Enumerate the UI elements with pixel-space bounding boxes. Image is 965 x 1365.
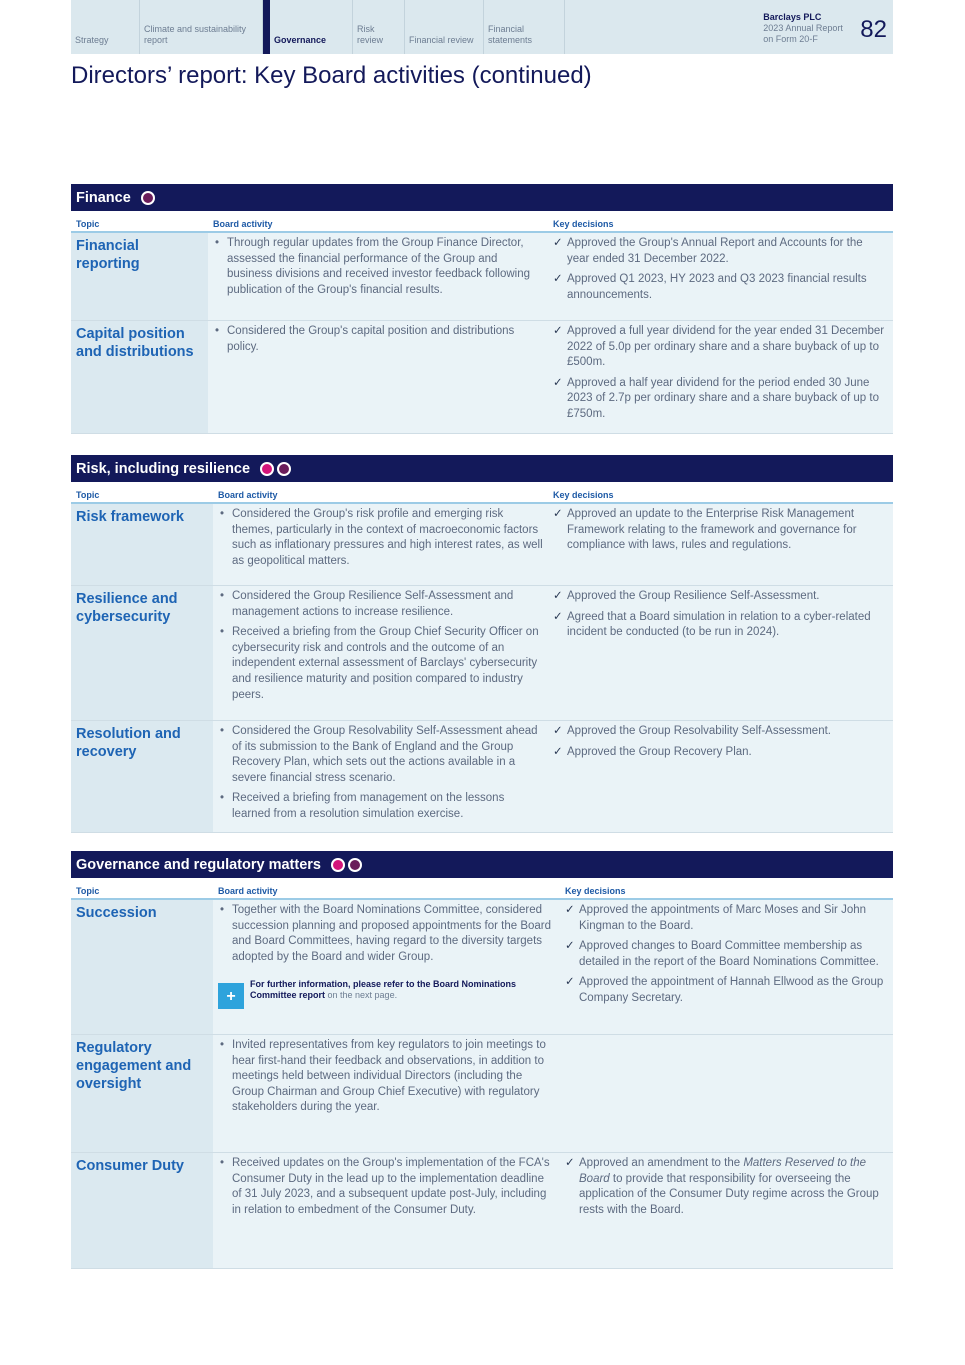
row-topic: Resilience and cybersecurity bbox=[71, 586, 213, 720]
row-topic: Capital position and distributions bbox=[71, 321, 208, 433]
decision-item: ✓ Agreed that a Board simulation in relation to a cyber-related incident be conducted (to be run in 2024). bbox=[553, 610, 888, 641]
decision-item: ✓ Approved the appointments of Marc Moses and Sir John Kingman to the Board. bbox=[565, 903, 888, 934]
row-activity bbox=[213, 721, 548, 832]
row-decisions bbox=[548, 721, 893, 832]
activity-item: • Received a briefing from management on the lessons learned from a resolution simulation exercise. bbox=[218, 791, 543, 822]
row-topic: Risk framework bbox=[71, 504, 213, 585]
decision-text: Approved an amendment to the Matters Reserved to the Board to provide that responsibility for overseeing the application of the Consumer Duty regime across the Group rests with the Board. bbox=[579, 1157, 879, 1216]
section-1 bbox=[71, 455, 893, 833]
header-activity: Board activity bbox=[218, 490, 278, 500]
row-topic: Financial reporting bbox=[71, 233, 208, 320]
decision-item: ✓ Approved a half year dividend for the period ended 30 June 2023 of 2.7p per ordinary share and a share buyback of up to £750m. bbox=[553, 376, 888, 423]
table-row bbox=[71, 1153, 893, 1269]
row-topic: Resolution and recovery bbox=[71, 721, 213, 832]
row-topic: Consumer Duty bbox=[71, 1153, 213, 1268]
activity-item: • Considered the Group's capital position and distributions policy. bbox=[213, 324, 543, 355]
activity-item: • Through regular updates from the Group Finance Director, assessed the financial performance of the Group and business divisions and received investor feedback following publication of the Group's financial results. bbox=[213, 236, 543, 298]
decision-item: ✓ Approved the Group Recovery Plan. bbox=[553, 745, 888, 761]
row-topic: Succession bbox=[71, 900, 213, 1034]
header-decisions: Key decisions bbox=[553, 219, 614, 229]
table-row bbox=[71, 233, 893, 321]
activity-item: • Considered the Group Resilience Self-Assessment and management actions to increase resilience. bbox=[218, 589, 543, 620]
purple-circle-icon bbox=[141, 191, 155, 205]
table-row bbox=[71, 1035, 893, 1153]
note-rest: on the next page. bbox=[325, 990, 398, 1001]
nav-tab-strategy[interactable]: Strategy bbox=[71, 0, 140, 54]
note-link[interactable]: For further information, please refer to the Board Nominations Committee report bbox=[250, 979, 517, 1001]
row-decisions bbox=[548, 321, 893, 433]
decision-item: ✓ Approved the appointment of Hannah Ellwood as the Group Company Secretary. bbox=[565, 975, 888, 1006]
activity-item: • Received updates on the Group's implementation of the FCA's Consumer Duty in the lead up to the implementation deadline of 31 July 2023, and a subsequent update post-July, including in relation to embedment of the Consumer Duty. bbox=[218, 1156, 555, 1218]
decision-item: ✓ Approved an update to the Enterprise Risk Management Framework relating to the framework and governance for compliance with laws, rules and regulations. bbox=[553, 507, 888, 554]
table-row bbox=[71, 321, 893, 434]
row-decisions bbox=[560, 900, 893, 1034]
row-activity bbox=[213, 504, 548, 585]
row-activity bbox=[213, 586, 548, 720]
activity-item: • Invited representatives from key regulators to join meetings to hear first-hand their feedback and observations, in addition to meetings held between individual Directors (including the Group Chairman and Group Chief Executive) with regulatory stakeholders during the year. bbox=[218, 1038, 555, 1116]
table-row bbox=[71, 586, 893, 721]
table-row bbox=[71, 721, 893, 833]
activity-item: • Together with the Board Nominations Committee, considered succession planning and proposed appointments for the Board and Board Committees, having regard to the diversity targets adopted by the Board and wider Group. bbox=[218, 903, 555, 965]
header-activity: Board activity bbox=[218, 886, 278, 896]
plus-icon[interactable]: + bbox=[218, 983, 244, 1009]
section-title: Finance bbox=[76, 189, 131, 206]
page-number: 82 bbox=[860, 16, 887, 43]
row-decisions bbox=[560, 1035, 893, 1152]
header-activity: Board activity bbox=[213, 219, 273, 229]
header-decisions: Key decisions bbox=[553, 490, 614, 500]
section-header bbox=[71, 184, 893, 211]
header-decisions: Key decisions bbox=[565, 886, 626, 896]
decision-item: ✓ Approved the Group Resolvability Self-Assessment. bbox=[553, 724, 888, 740]
column-headers bbox=[71, 482, 893, 504]
activity-item: • Considered the Group's risk profile and emerging risk themes, particularly in the context of macroeconomic factors such as inflationary pressures and high interest rates, as well as geopolitical matters. bbox=[218, 507, 543, 569]
row-activity bbox=[213, 1153, 560, 1268]
column-headers bbox=[71, 878, 893, 900]
row-activity bbox=[213, 900, 560, 1034]
nav-tab-financial-statements[interactable]: Financial statements bbox=[484, 0, 565, 54]
decision-item: ✓ Approved a full year dividend for the year ended 31 December 2022 of 5.0p per ordinary share and a share buyback of up to £500m. bbox=[553, 324, 888, 371]
header-topic: Topic bbox=[76, 219, 100, 229]
decision-item: ✓ Approved changes to Board Committee membership as detailed in the report of the Board Nominations Committee. bbox=[565, 939, 888, 970]
section-2 bbox=[71, 851, 893, 1269]
decision-item bbox=[565, 1156, 888, 1218]
brand-title: Barclays PLC bbox=[763, 12, 822, 22]
section-title: Risk, including resilience bbox=[76, 460, 251, 477]
decision-item: ✓ Approved Q1 2023, HY 2023 and Q3 2023 financial results announcements. bbox=[553, 272, 888, 303]
activity-item: • Received a briefing from the Group Chief Security Officer on cybersecurity risk and controls and the outcome of an independent external assessment of Barclays' cybersecurity and resilience maturity and position compared to industry peers. bbox=[218, 625, 543, 703]
row-activity bbox=[208, 233, 548, 320]
header-topic: Topic bbox=[76, 490, 100, 500]
row-decisions bbox=[548, 233, 893, 320]
further-info-note bbox=[218, 979, 555, 1009]
nav-tab-risk-review[interactable]: Risk review bbox=[353, 0, 405, 54]
brand-subtitle: 2023 Annual Report on Form 20-F bbox=[763, 23, 843, 44]
nav-tab-financial-review[interactable]: Financial review bbox=[405, 0, 484, 54]
row-activity bbox=[213, 1035, 560, 1152]
page-title: Directors’ report: Key Board activities (continued) bbox=[71, 62, 592, 89]
row-decisions bbox=[548, 586, 893, 720]
column-headers bbox=[71, 211, 893, 233]
section-title: Governance and regulatory matters bbox=[76, 856, 321, 873]
row-topic: Regulatory engagement and oversight bbox=[71, 1035, 213, 1152]
row-decisions bbox=[560, 1153, 893, 1268]
pink-circle-icon bbox=[331, 858, 345, 872]
decision-item: ✓ Approved the Group Resilience Self-Assessment. bbox=[553, 589, 888, 605]
row-decisions bbox=[548, 504, 893, 585]
section-header bbox=[71, 851, 893, 878]
section-header bbox=[71, 455, 893, 482]
brand bbox=[763, 0, 893, 54]
pink-circle-icon bbox=[260, 462, 274, 476]
table-row bbox=[71, 504, 893, 586]
row-activity bbox=[208, 321, 548, 433]
decision-item: ✓ Approved the Group's Annual Report and Accounts for the year ended 31 December 2022. bbox=[553, 236, 888, 267]
section-0 bbox=[71, 184, 893, 434]
nav-tab-governance[interactable]: Governance bbox=[263, 0, 353, 54]
header-topic: Topic bbox=[76, 886, 100, 896]
table-row bbox=[71, 900, 893, 1035]
purple-circle-icon bbox=[277, 462, 291, 476]
top-nav bbox=[71, 0, 893, 54]
nav-tab-climate[interactable]: Climate and sustainability report bbox=[140, 0, 263, 54]
purple-circle-icon bbox=[348, 858, 362, 872]
activity-item: • Considered the Group Resolvability Self-Assessment ahead of its submission to the Bank of England and the Group Recovery Plan, which sets out the actions available in a severe financial stress scenario. bbox=[218, 724, 543, 786]
